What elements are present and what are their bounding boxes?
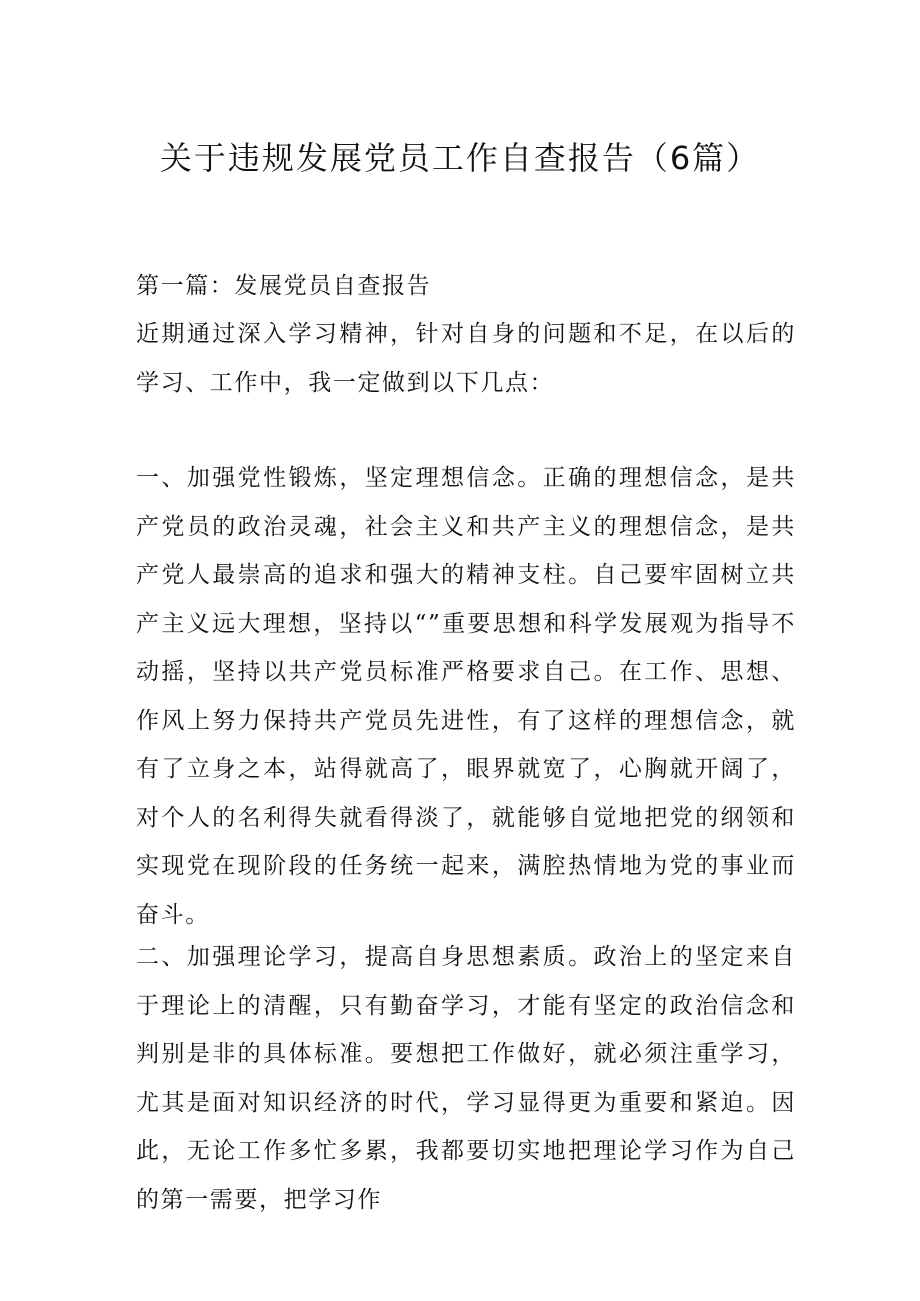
- section-heading: 第一篇：发展党员自查报告: [136, 273, 432, 299]
- paragraph-one: 一、加强党性锻炼，坚定理想信念。正确的理想信念，是共产党员的政治灵魂，社会主义和共产主义的理想信念，是共产党人最崇高的追求和强大的精神支柱。自己要牢固树立共产主义远大理想，坚持以“”重要思想和科学发展观为指导不动摇，坚持以共产党员标准严格要求自己。在工作、思想、作风上努力保持共产党员先进性，有了这样的理想信念，就有了立身之本，站得就高了，眼界就宽了，心胸就开阔了，对个人的名利得失就看得淡了，就能够自觉地把党的纲领和实现党在现阶段的任务统一起来，满腔热情地为党的事业而奋斗。: [136, 465, 796, 928]
- document-title: 关于违规发展党员工作自查报告（6篇）: [159, 139, 761, 177]
- intro-paragraph: 近期通过深入学习精神，针对自身的问题和不足，在以后的学习、工作中，我一定做到以下几点：: [136, 321, 796, 396]
- paragraph-two: 二、加强理论学习，提高自身思想素质。政治上的坚定来自于理论上的清醒，只有勤奋学习，才能有坚定的政治信念和判别是非的具体标准。要想把工作做好，就必须注重学习，尤其是面对知识经济的时代，学习显得更为重要和紧迫。因此，无论工作多忙多累，我都要切实地把理论学习作为自己的第一需要，把学习作: [136, 944, 796, 1213]
